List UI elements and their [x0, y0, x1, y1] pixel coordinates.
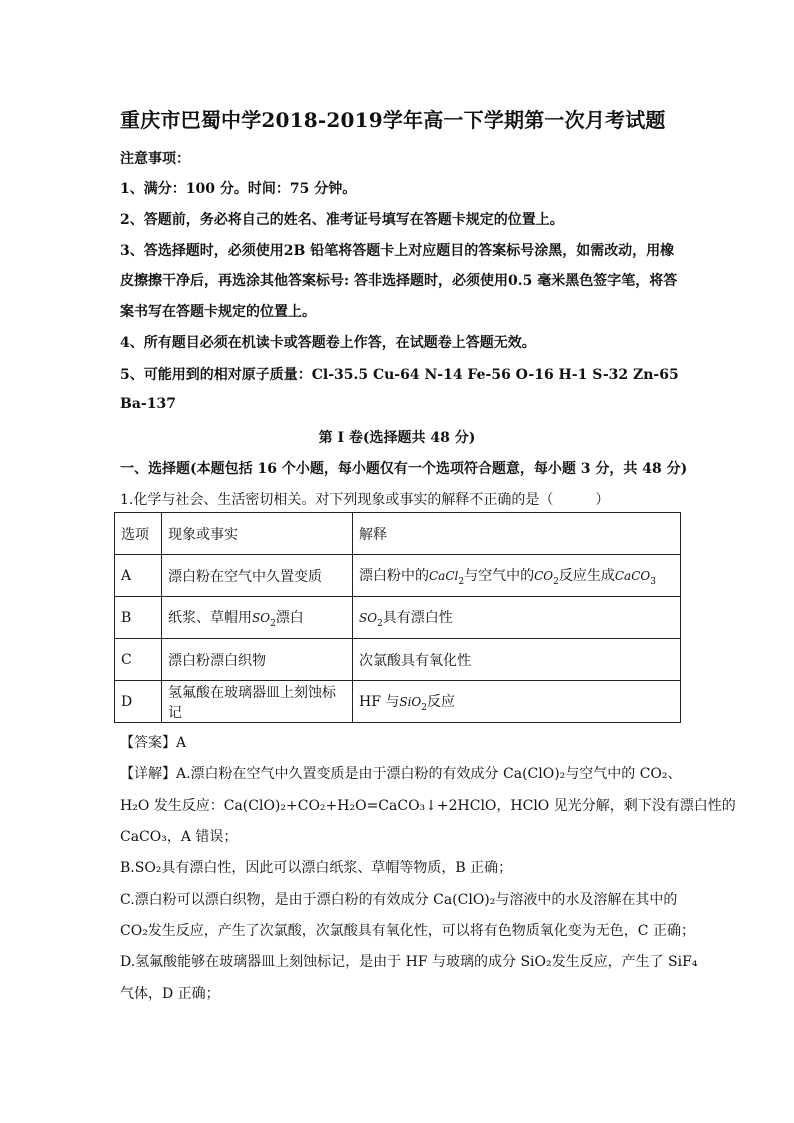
explanation-cell: 次氯酸具有氧化性 — [353, 639, 681, 681]
note-1: 1、满分：100 分。时间：75 分钟。 — [120, 181, 357, 197]
question-1: 1.化学与社会、生活密切相关。对下列现象或事实的解释不正确的是（ ） — [120, 492, 610, 508]
table-header-row — [115, 513, 681, 555]
note-5-line-1: 5、可能用到的相对原子质量：Cl-35.5 Cu-64 N-14 Fe-56 O-16 H-1 S-32 Zn-65 — [120, 367, 679, 383]
table-row — [115, 681, 681, 723]
note-3-line-2: 皮擦擦干净后，再选涂其他答案标号: 答非选择题时，必须使用0.5 毫米黑色签字笔，将答 — [120, 273, 678, 289]
note-3-line-3: 案书写在答题卡规定的位置上。 — [120, 304, 316, 320]
explanation-line-1: 【详解】A.漂白粉在空气中久置变质是由于漂白粉的有效成分 Ca(ClO)₂与空气中的 CO₂、 — [120, 766, 682, 782]
options-table — [114, 512, 681, 723]
fact-cell: 漂白粉漂白织物 — [162, 639, 353, 681]
note-3-line-1: 3、答选择题时，必须使用2B 铅笔将答题卡上对应题目的答案标号涂黑，如需改动，用橡 — [120, 243, 675, 259]
part-heading: 一、选择题(本题包括 16 个小题，每小题仅有一个选项符合题意，每小题 3 分，共 48 分) — [120, 461, 688, 477]
section-title: 第 I 卷(选择题共 48 分) — [318, 430, 476, 446]
explanation-line-3: CaCO₃，A 错误； — [120, 829, 238, 845]
note-4: 4、所有题目必须在机读卡或答题卷上作答，在试题卷上答题无效。 — [120, 335, 536, 351]
answer-line: 【答案】A — [120, 735, 187, 751]
notes-heading: 注意事项： — [120, 151, 190, 167]
explanation-cell: HF 与SiO$_2$反应 — [353, 681, 681, 723]
explanation-cell: 漂白粉中的CaCl$_2$与空气中的$CO_2$反应生成CaCO$_3$ — [353, 555, 681, 597]
table-row — [115, 597, 681, 639]
option-label: D — [115, 681, 162, 723]
header-option: 选项 — [115, 513, 162, 555]
fact-cell: 漂白粉在空气中久置变质 — [162, 555, 353, 597]
table-row — [115, 639, 681, 681]
fact-cell: 氢氟酸在玻璃器皿上刻蚀标记 — [162, 681, 353, 723]
header-fact: 现象或事实 — [162, 513, 353, 555]
note-5-line-2: Ba-137 — [120, 396, 176, 412]
table-row — [115, 555, 681, 597]
explanation-line-2: H₂O 发生反应：Ca(ClO)₂+CO₂+H₂O=CaCO₃↓+2HClO，HClO 见光分解，剩下没有漂白性的 — [120, 798, 736, 814]
page-title: 重庆市巴蜀中学2018-2019学年高一下学期第一次月考试题 — [120, 108, 666, 132]
fact-cell: 纸浆、草帽用$SO_2$漂白 — [162, 597, 353, 639]
option-label: B — [115, 597, 162, 639]
option-label: C — [115, 639, 162, 681]
explanation-line-5: C.漂白粉可以漂白织物，是由于漂白粉的有效成分 Ca(ClO)₂与溶液中的水及溶解在其中的 — [120, 892, 678, 908]
option-label: A — [115, 555, 162, 597]
explanation-line-6: CO₂发生反应，产生了次氯酸，次氯酸具有氧化性，可以将有色物质氧化变为无色，C 正确； — [120, 923, 695, 939]
explanation-line-7: D.氢氟酸能够在玻璃器皿上刻蚀标记，是由于 HF 与玻璃的成分 SiO₂发生反应，产生了 SiF₄ — [120, 954, 698, 970]
explanation-line-8: 气体，D 正确； — [120, 986, 220, 1002]
explanation-line-4: B.SO₂具有漂白性，因此可以漂白纸浆、草帽等物质，B 正确； — [120, 860, 513, 876]
note-2: 2、答题前，务必将自己的姓名、准考证号填写在答题卡规定的位置上。 — [120, 212, 564, 228]
header-explanation: 解释 — [353, 513, 681, 555]
explanation-cell: $SO_2$具有漂白性 — [353, 597, 681, 639]
